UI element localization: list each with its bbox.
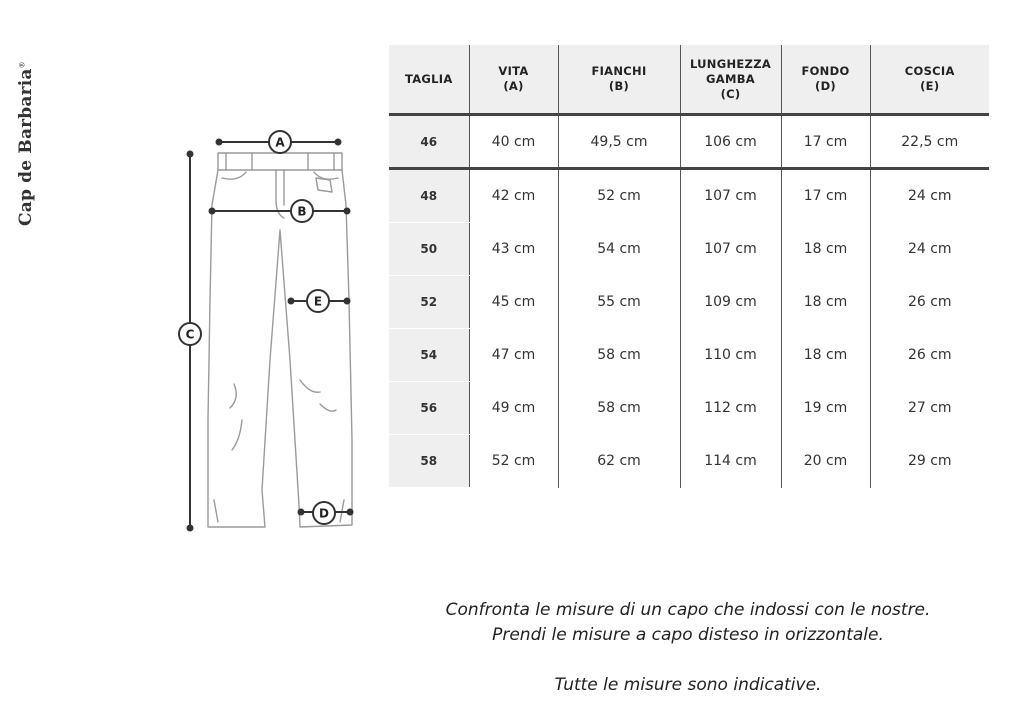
cell-fianchi: 62 cm: [558, 435, 680, 488]
cell-fondo: 17 cm: [781, 169, 870, 223]
col-header-taglia: [389, 45, 469, 115]
cell-vita: 47 cm: [469, 329, 558, 382]
col-header-fianchi: [558, 45, 680, 115]
cell-fondo: 18 cm: [781, 329, 870, 382]
label-b: B: [297, 204, 307, 219]
cell-coscia: 26 cm: [907, 347, 952, 363]
header-main: COSCIA: [904, 64, 955, 78]
cell-fianchi: 49,5 cm: [558, 115, 680, 169]
label-d: D: [319, 506, 329, 521]
brand-logo: [16, 61, 36, 226]
cell-fianchi: 52 cm: [558, 169, 680, 223]
header-main: FIANCHI: [591, 64, 647, 78]
label-a: A: [275, 135, 285, 150]
label-e: E: [313, 294, 323, 309]
header-sub: (A): [503, 79, 524, 93]
cell-taglia: 58: [389, 435, 469, 488]
cell-coscia: 24 cm: [907, 188, 952, 205]
cell-taglia: 56: [389, 382, 469, 435]
header-sub: (B): [608, 79, 630, 93]
cell-taglia: 52: [389, 276, 469, 329]
cell-fondo: 18 cm: [781, 223, 870, 276]
cell-lunghezza: 112 cm: [680, 382, 781, 435]
cell-lunghezza: 110 cm: [680, 329, 781, 382]
header-sub: (E): [920, 79, 940, 93]
cell-coscia: 26 cm: [907, 294, 952, 310]
table-row: [389, 382, 989, 435]
note-line-3: Tutte le misure sono indicative.: [554, 675, 822, 695]
cell-taglia: 50: [389, 223, 469, 276]
note-line-2: Prendi le misure a capo disteso in orizzontale.: [492, 625, 884, 645]
cell-taglia: 46: [389, 115, 469, 169]
cell-lunghezza: 114 cm: [680, 435, 781, 488]
brand-name: Cap de Barbaria: [16, 68, 36, 226]
size-table: [389, 45, 989, 488]
cell-vita: 43 cm: [469, 223, 558, 276]
cell-lunghezza: 109 cm: [680, 276, 781, 329]
header-sub: (C): [720, 86, 741, 101]
label-c: C: [185, 327, 195, 342]
header-sub: (D): [815, 79, 836, 93]
table-row: [389, 115, 989, 169]
cell-taglia: 54: [389, 329, 469, 382]
cell-fondo: 17 cm: [781, 115, 870, 169]
cell-vita: 52 cm: [469, 435, 558, 488]
cell-lunghezza: 106 cm: [680, 115, 781, 169]
cell-vita: 45 cm: [469, 276, 558, 329]
cell-coscia: 22,5 cm: [870, 115, 989, 169]
header-main: LUNGHEZZA GAMBA: [689, 56, 772, 86]
cell-fondo: 20 cm: [781, 435, 870, 488]
header-row: [389, 45, 989, 115]
table-row: [389, 223, 989, 276]
note-spacer: [388, 648, 988, 673]
registered-mark: ®: [18, 61, 27, 69]
table-row: [389, 169, 989, 223]
cell-fondo: 19 cm: [781, 382, 870, 435]
header-main: TAGLIA: [404, 71, 453, 86]
note-line-1: Confronta le misure di un capo che indossi con le nostre.: [445, 600, 931, 620]
cell-vita: 49 cm: [469, 382, 558, 435]
cell-coscia: 29 cm: [907, 453, 952, 469]
table-row: [389, 435, 989, 488]
col-header-fondo: [781, 45, 870, 115]
col-header-vita: [469, 45, 558, 115]
cell-fianchi: 54 cm: [558, 223, 680, 276]
cell-vita: 42 cm: [469, 169, 558, 223]
col-header-lunghezza-gamba: [680, 45, 781, 115]
cell-lunghezza: 107 cm: [680, 223, 781, 276]
cell-taglia: 48: [389, 169, 469, 223]
pants-outline: [208, 153, 352, 527]
cell-lunghezza: 107 cm: [680, 169, 781, 223]
cell-fianchi: 58 cm: [558, 382, 680, 435]
cell-fianchi: 55 cm: [558, 276, 680, 329]
cell-coscia: 24 cm: [907, 241, 952, 257]
cell-fondo: 18 cm: [781, 276, 870, 329]
header-main: FONDO: [801, 64, 850, 78]
col-header-coscia: [870, 45, 989, 115]
cell-fianchi: 58 cm: [558, 329, 680, 382]
notes: [388, 598, 988, 698]
pants-diagram: [170, 126, 370, 546]
table-row: [389, 329, 989, 382]
header-main: VITA: [498, 64, 529, 78]
cell-vita: 40 cm: [469, 115, 558, 169]
table-row: [389, 276, 989, 329]
cell-coscia: 27 cm: [907, 400, 952, 416]
